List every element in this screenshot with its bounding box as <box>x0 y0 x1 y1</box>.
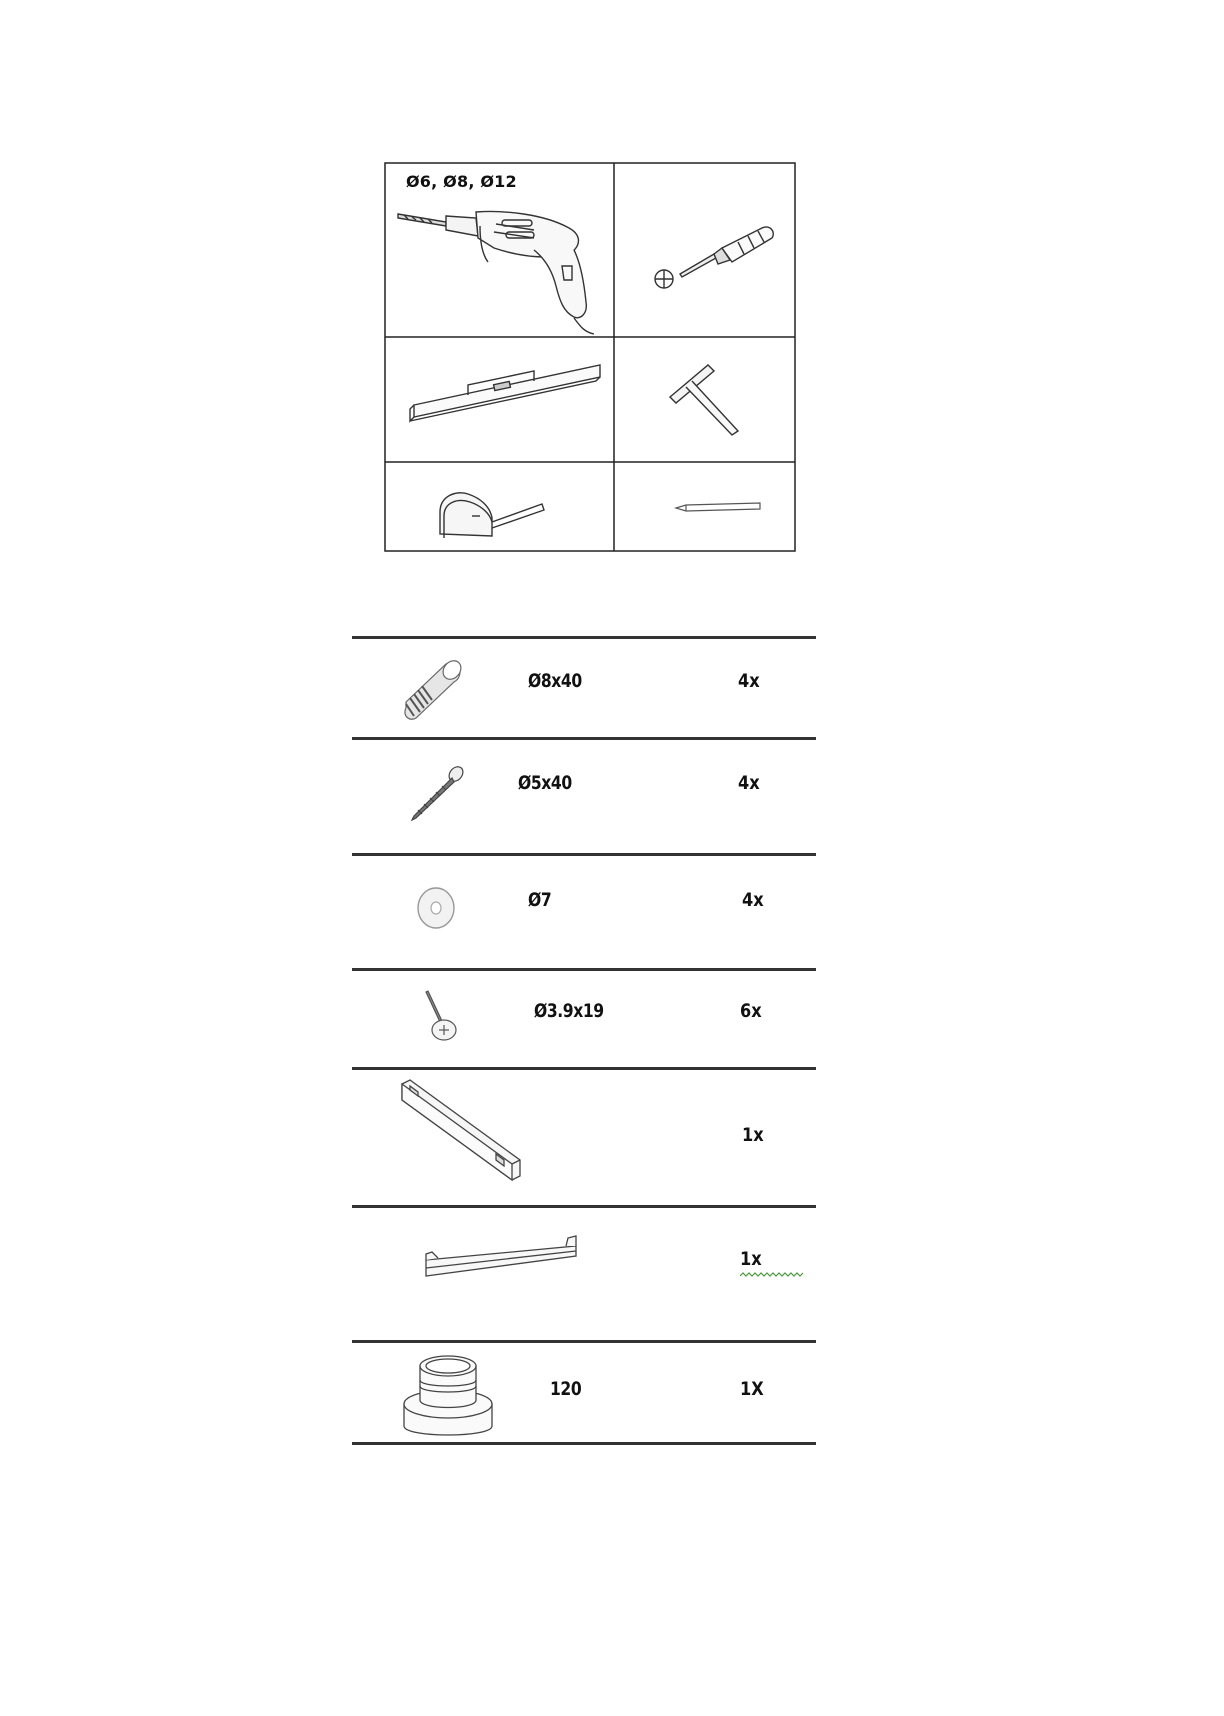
row-divider <box>352 1067 816 1070</box>
row-divider <box>352 636 816 639</box>
part-quantity: 1X <box>740 1378 764 1400</box>
tool-cell-drill <box>384 162 614 337</box>
row-divider <box>352 737 816 740</box>
spirit-level-icon <box>384 337 614 462</box>
hanging-rail-icon <box>422 1230 592 1286</box>
hammer-icon <box>614 337 796 462</box>
electric-drill-icon <box>384 162 614 337</box>
pencil-icon <box>614 462 796 552</box>
wall-plug-icon <box>398 654 478 724</box>
wood-screw-icon <box>408 764 468 824</box>
part-quantity: 4x <box>738 670 760 692</box>
row-divider <box>352 1205 816 1208</box>
mounting-bracket-icon <box>398 1076 528 1182</box>
part-quantity: 1x <box>742 1124 764 1146</box>
part-spec: Ø5x40 <box>518 772 572 794</box>
part-spec: 120 <box>550 1378 582 1400</box>
part-quantity: 4x <box>738 772 760 794</box>
spellcheck-underline <box>740 1272 804 1280</box>
tool-cell-level <box>384 337 614 462</box>
part-spec: Ø8x40 <box>528 670 582 692</box>
part-spec: Ø3.9x19 <box>534 1000 604 1022</box>
part-quantity: 1x <box>740 1248 762 1270</box>
small-screw-icon <box>422 988 462 1044</box>
part-quantity: 6x <box>740 1000 762 1022</box>
row-divider <box>352 1442 816 1445</box>
row-divider <box>352 853 816 856</box>
phillips-screwdriver-icon <box>614 162 796 337</box>
washer-icon <box>414 884 458 932</box>
tool-cell-hammer <box>614 337 796 462</box>
part-quantity: 4x <box>742 889 764 911</box>
row-divider <box>352 1340 816 1343</box>
duct-adapter-icon <box>400 1346 496 1440</box>
part-spec: Ø7 <box>528 889 552 911</box>
tool-cell-tape-measure <box>384 462 614 552</box>
tool-cell-screwdriver <box>614 162 796 337</box>
drill-bits-label: Ø6, Ø8, Ø12 <box>406 172 517 191</box>
tools-grid <box>384 162 796 552</box>
tape-measure-icon <box>384 462 614 552</box>
tool-cell-pencil <box>614 462 796 552</box>
row-divider <box>352 968 816 971</box>
